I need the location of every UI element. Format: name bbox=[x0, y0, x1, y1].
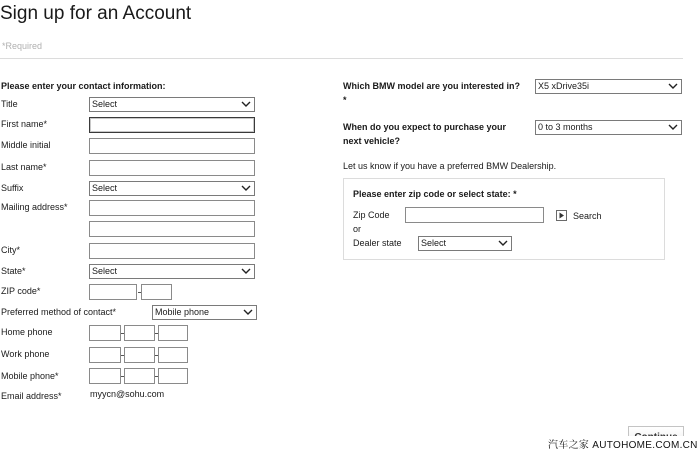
first-name-field[interactable] bbox=[89, 117, 255, 133]
page-title: Sign up for an Account bbox=[0, 3, 192, 24]
suffix-select[interactable] bbox=[89, 181, 255, 196]
mailing-address-line2-field[interactable] bbox=[89, 221, 255, 237]
chevron-down-icon bbox=[241, 266, 251, 276]
zip-field[interactable] bbox=[89, 284, 137, 300]
last-name-field[interactable] bbox=[89, 160, 255, 176]
work-phone-label: Work phone bbox=[1, 349, 50, 359]
dealer-or-label: or bbox=[353, 224, 362, 234]
dealer-state-label: Dealer state bbox=[353, 238, 402, 248]
chevron-down-icon bbox=[668, 81, 678, 91]
required-note: *Required bbox=[2, 41, 43, 51]
mailing-address-label: Mailing address* bbox=[1, 202, 68, 212]
preferred-contact-value: Mobile phone bbox=[155, 307, 210, 317]
model-select-value: X5 xDrive35i bbox=[538, 81, 590, 91]
chevron-down-icon bbox=[241, 99, 251, 109]
preferred-contact-select[interactable] bbox=[152, 305, 257, 320]
home-phone-prefix-field[interactable] bbox=[124, 325, 155, 341]
site-watermark: 汽车之家 AUTOHOME.COM.CN bbox=[546, 436, 700, 451]
home-phone-label: Home phone bbox=[1, 327, 53, 337]
chevron-down-icon bbox=[243, 307, 253, 317]
suffix-select-value: Select bbox=[92, 183, 118, 193]
chevron-down-icon bbox=[498, 238, 508, 248]
dealer-heading: Please enter zip code or select state: * bbox=[353, 189, 517, 199]
dealer-note: Let us know if you have a preferred BMW Dealership. bbox=[343, 161, 557, 171]
state-label: State* bbox=[1, 266, 26, 276]
dealer-zip-label: Zip Code bbox=[353, 210, 390, 220]
city-label: City* bbox=[1, 245, 21, 255]
title-select-value: Select bbox=[92, 99, 118, 109]
mobile-phone-label: Mobile phone* bbox=[1, 371, 59, 381]
title-select[interactable] bbox=[89, 97, 255, 112]
city-field[interactable] bbox=[89, 243, 255, 259]
last-name-label: Last name* bbox=[1, 162, 47, 172]
mailing-address-line1-field[interactable] bbox=[89, 200, 255, 216]
timing-question: When do you expect to purchase your next vehicle? bbox=[343, 122, 507, 146]
zip-ext-field[interactable] bbox=[141, 284, 172, 300]
dealer-zip-field[interactable] bbox=[405, 207, 544, 223]
state-select[interactable] bbox=[89, 264, 255, 279]
middle-initial-field[interactable] bbox=[89, 138, 255, 154]
model-question: Which BMW model are you interested in?* bbox=[343, 81, 521, 105]
mobile-phone-area-field[interactable] bbox=[89, 368, 121, 384]
home-phone-area-field[interactable] bbox=[89, 325, 121, 341]
chevron-down-icon bbox=[668, 122, 678, 132]
mobile-phone-prefix-field[interactable] bbox=[124, 368, 155, 384]
email-label: Email address* bbox=[1, 391, 62, 401]
timing-select-value: 0 to 3 months bbox=[538, 122, 593, 132]
dealer-search-button[interactable] bbox=[556, 209, 602, 222]
work-phone-area-field[interactable] bbox=[89, 347, 121, 363]
work-phone-prefix-field[interactable] bbox=[124, 347, 155, 363]
dealer-state-value: Select bbox=[421, 238, 447, 248]
email-value: myycn@sohu.com bbox=[90, 389, 165, 399]
first-name-label: First name* bbox=[1, 119, 48, 129]
zip-label: ZIP code* bbox=[1, 286, 41, 296]
state-select-value: Select bbox=[92, 266, 118, 276]
title-label: Title bbox=[1, 99, 18, 109]
dealer-state-select[interactable] bbox=[418, 236, 512, 251]
home-phone-line-field[interactable] bbox=[158, 325, 188, 341]
contact-heading: Please enter your contact information: bbox=[1, 81, 166, 91]
play-triangle-icon bbox=[556, 210, 567, 221]
model-select[interactable] bbox=[535, 79, 682, 94]
work-phone-line-field[interactable] bbox=[158, 347, 188, 363]
header-divider bbox=[0, 58, 683, 59]
chevron-down-icon bbox=[241, 183, 251, 193]
mobile-phone-line-field[interactable] bbox=[158, 368, 188, 384]
suffix-label: Suffix bbox=[1, 183, 24, 193]
dealer-search-panel bbox=[343, 178, 665, 260]
preferred-contact-label: Preferred method of contact* bbox=[1, 307, 117, 317]
timing-select[interactable] bbox=[535, 120, 682, 135]
middle-initial-label: Middle initial bbox=[1, 140, 51, 150]
dealer-search-label: Search bbox=[573, 210, 602, 221]
